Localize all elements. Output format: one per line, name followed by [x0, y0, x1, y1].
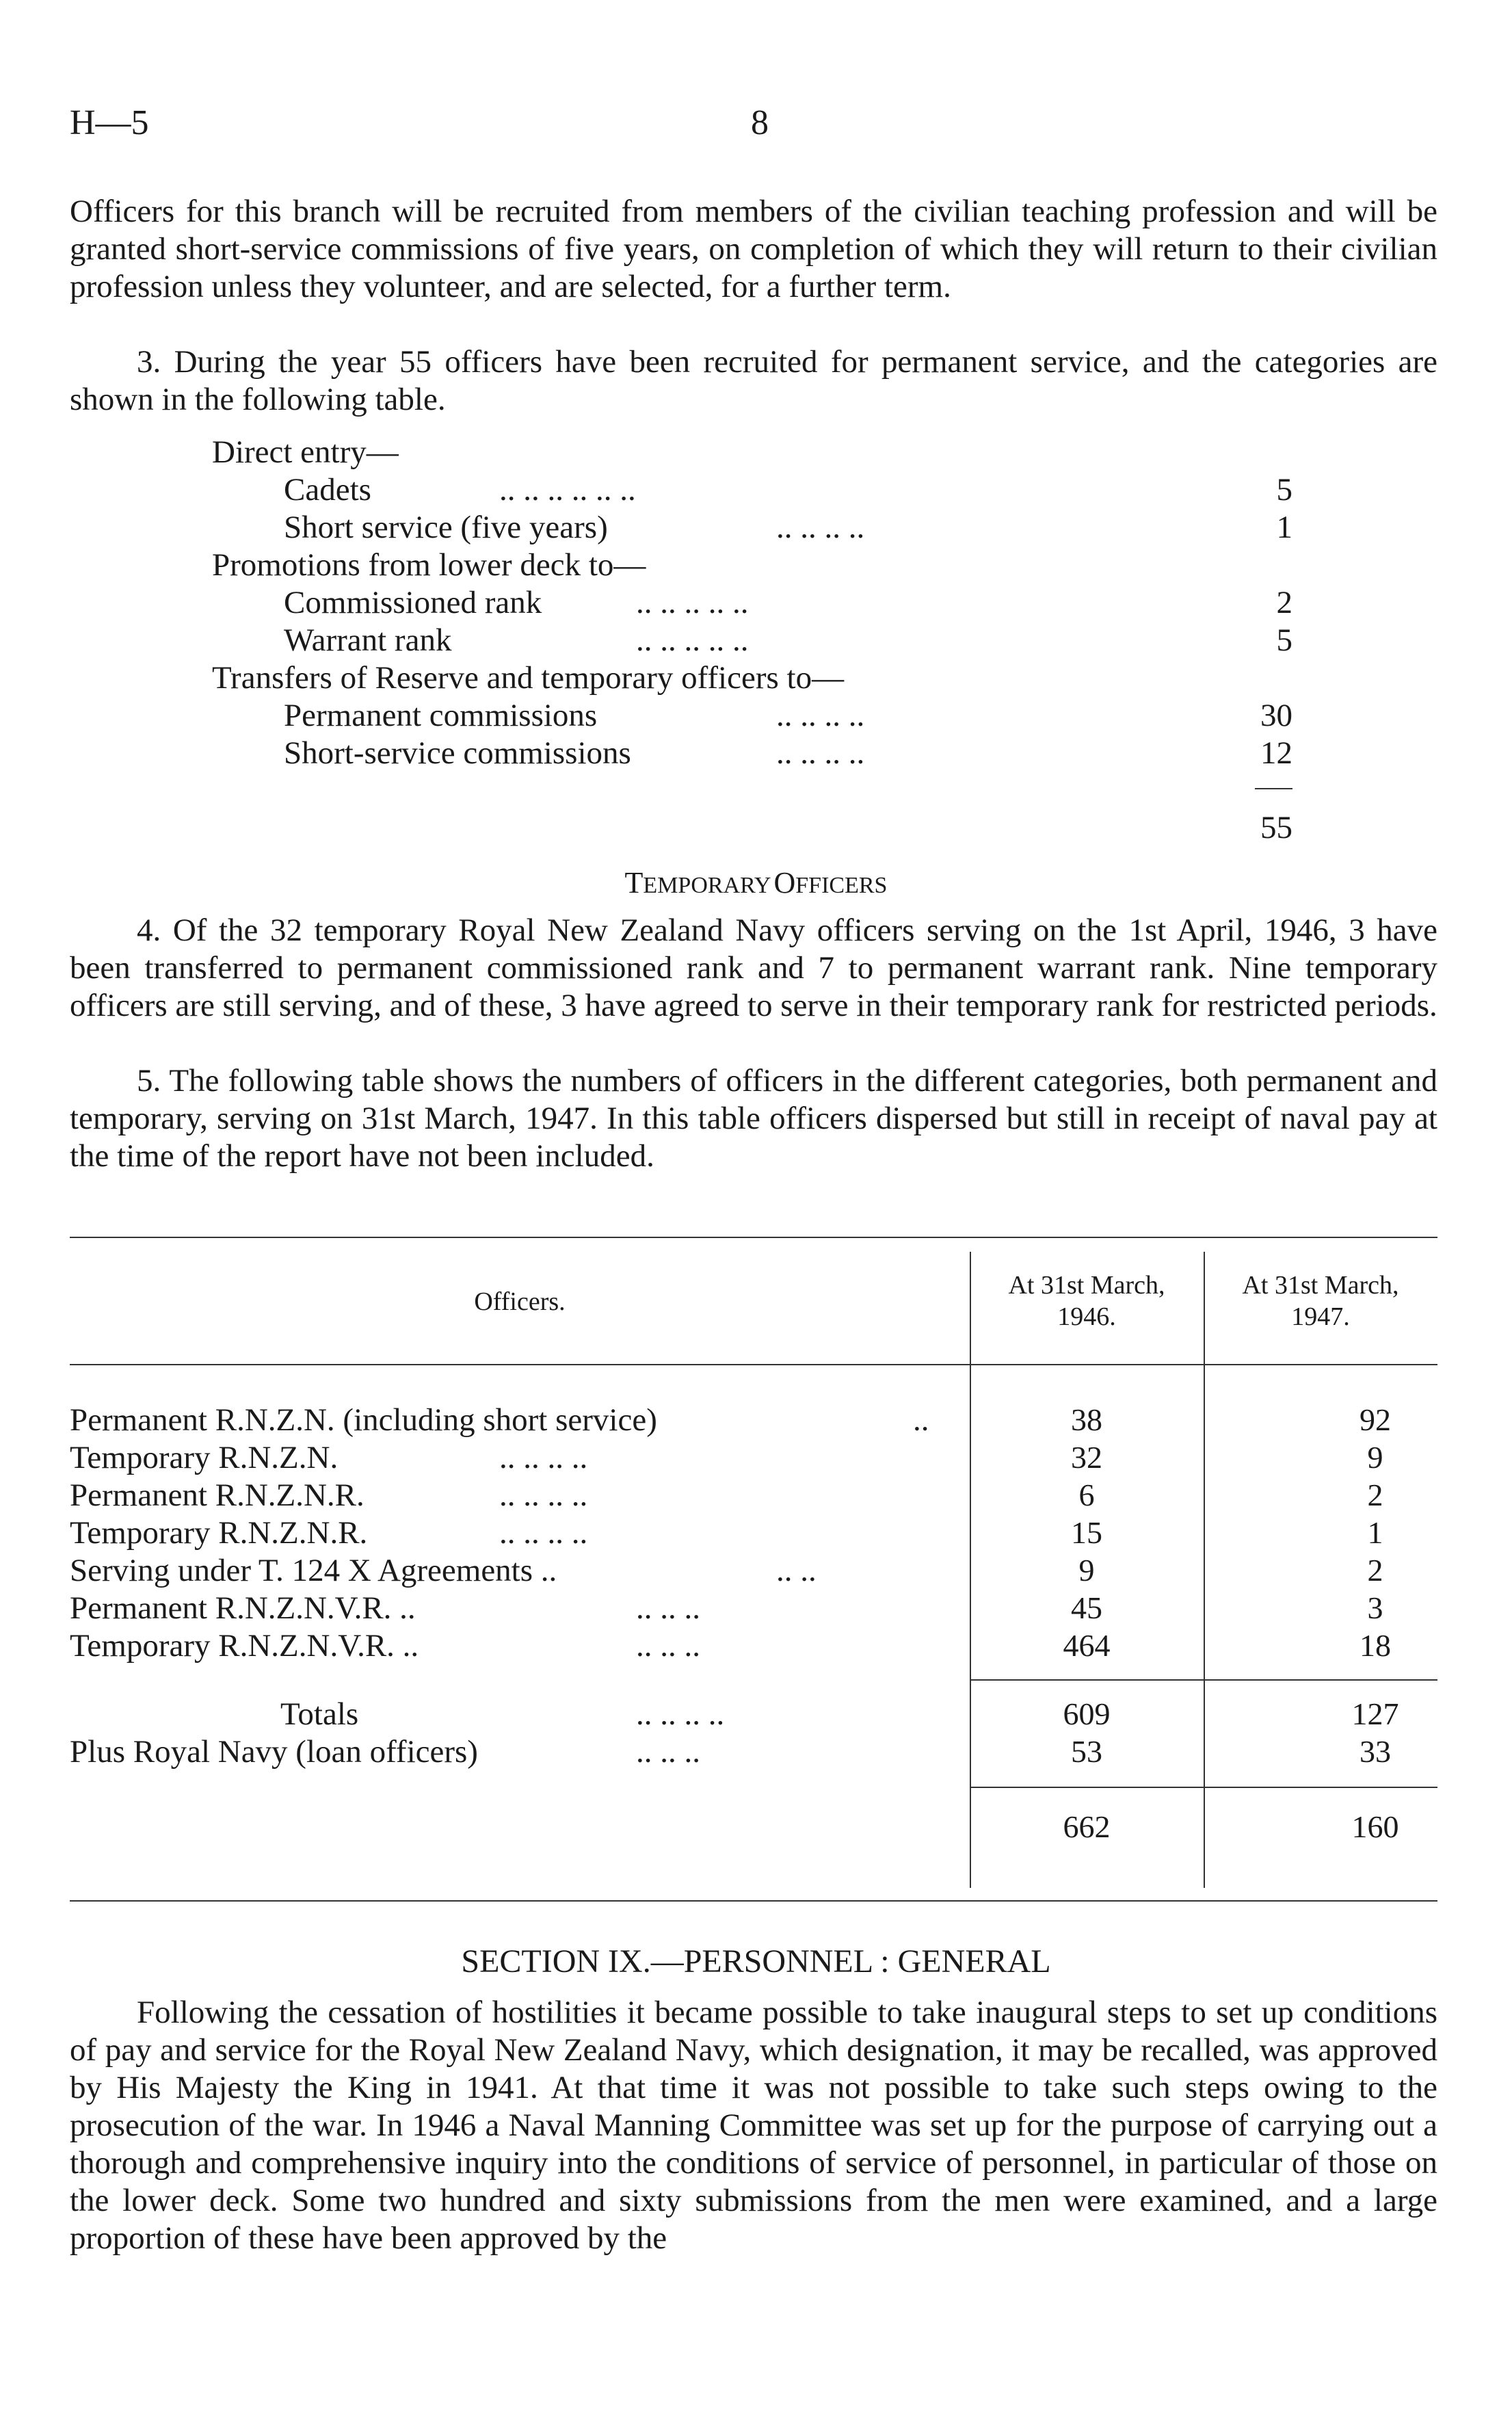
table-bottom-rule — [70, 1900, 1437, 1902]
cell-1946: 662 — [1063, 1809, 1111, 1844]
table-row — [0, 1551, 1512, 1590]
cell-1947: 127 — [1351, 1696, 1399, 1731]
leader-dots: .. .. .. .. — [499, 1515, 588, 1551]
cell-1947: 1 — [1367, 1515, 1383, 1550]
section-paragraph-text: Following the cessation of hostilities it became possible to take inaugural steps to set up conditions of pay and service for the Royal New Zealand Navy, which designation, it may be recalled, was approved by His Majesty the King in 1941. At that time it was not possible to take such steps owing to the prosecution of the war. In 1946 a Naval Manning Committee was set up for the purpose of carrying out a thorough and comprehensive inquiry into the conditions of service of personnel, in particular of those on the lower deck. Some two hundred and sixty submissions from the men were examined, and a large proportion of these have been approved by the — [70, 1995, 1437, 2256]
group-heading-direct-entry: Direct entry— — [212, 434, 399, 470]
row-label: Serving under T. 124 X Agreements .. — [70, 1553, 557, 1588]
row-label: Temporary R.N.Z.N. — [70, 1440, 339, 1475]
leader-dots: .. .. .. — [636, 1590, 700, 1626]
row-label: Temporary R.N.Z.N.R. — [70, 1515, 368, 1551]
intro-paragraph — [70, 193, 1437, 306]
paragraph-5-text: 5. The following table shows the numbers of officers in the different categories, both permanent and temporary, serving on 31st March, 1947. In this table officers dispersed but still in receipt of naval pay at the time of the report have not been included. — [70, 1063, 1437, 1174]
cell-1946: 45 — [1071, 1590, 1102, 1625]
paragraph-5 — [70, 1062, 1437, 1175]
list-item — [0, 583, 1512, 622]
table-top-rule — [70, 1237, 1437, 1238]
list-item — [0, 621, 1512, 659]
paragraph-4-text: 4. Of the 32 temporary Royal New Zealand Navy officers serving on the 1st April, 1946, 3 have been transferred to permanent commissioned rank and 7 to permanent warrant rank. Nine temporary officers are still serving, and of these, 3 have agreed to serve in their temporary rank for restricted periods. — [70, 912, 1437, 1023]
heading-rest: EMPORARY — [643, 873, 771, 898]
table-row — [0, 1589, 1512, 1627]
cell-1946: 53 — [1071, 1734, 1102, 1769]
column-header-line: At 31st March, — [1242, 1271, 1399, 1300]
intro-text: Officers for this branch will be recruited from members of the civilian teaching profession and will be granted short-service commissions of five years, on completion of which they will return to their civilian profession unless they volunteer, and are selected, for a further term. — [70, 194, 1437, 304]
list-item — [0, 508, 1512, 547]
leader-dots: .. .. .. .. — [776, 735, 865, 771]
cell-1947: 2 — [1367, 1477, 1383, 1512]
cell-1946: 15 — [1071, 1515, 1102, 1550]
cell-1947: 92 — [1360, 1402, 1391, 1437]
cell-1946: 609 — [1063, 1696, 1111, 1731]
cell-1947: 18 — [1360, 1628, 1391, 1663]
row-label: Totals — [280, 1696, 359, 1732]
table-row — [0, 1476, 1512, 1514]
cell-1946: 464 — [1063, 1628, 1111, 1663]
table-row — [0, 1401, 1512, 1439]
cell-1946: 32 — [1071, 1440, 1102, 1475]
list-item-value: 2 — [1276, 585, 1292, 620]
row-label: Permanent R.N.Z.N.V.R. .. — [70, 1590, 416, 1626]
leader-dots: .. — [913, 1402, 929, 1438]
grand-total-rule — [970, 1787, 1437, 1788]
table-row — [0, 1438, 1512, 1477]
list-item-value: 12 — [1260, 735, 1292, 771]
column-header-line: 1947. — [1291, 1302, 1350, 1331]
cell-1947: 2 — [1367, 1553, 1383, 1588]
leader-dots: .. .. .. .. — [776, 698, 865, 733]
column-header-officers: Officers. — [474, 1287, 566, 1316]
leader-dots: .. .. .. .. — [499, 1440, 588, 1475]
row-label: Plus Royal Navy (loan officers) — [70, 1734, 478, 1770]
list-item-label: Warrant rank — [284, 622, 452, 658]
leader-dots: .. .. .. .. .. — [636, 622, 749, 658]
list-item-label: Cadets — [284, 472, 371, 508]
subtotal-rule — [970, 1679, 1437, 1681]
paragraph-3-text: 3. During the year 55 officers have been recruited for permanent service, and the categories are shown in the following table. — [70, 344, 1437, 417]
column-header-line: At 31st March, — [1008, 1271, 1165, 1300]
leader-dots: .. .. .. — [636, 1628, 700, 1664]
page-number: 8 — [751, 103, 769, 142]
cell-1947: 160 — [1351, 1809, 1399, 1844]
table-row-totals — [0, 1695, 1512, 1733]
table-row-plus-rn — [0, 1733, 1512, 1771]
list-item-label: Permanent commissions — [284, 698, 598, 733]
cell-1946: 9 — [1078, 1553, 1095, 1588]
list-item-value: 5 — [1276, 472, 1292, 508]
list-item-value: 1 — [1276, 510, 1292, 545]
group-heading-transfers: Transfers of Reserve and temporary officers to— — [212, 660, 845, 696]
cell-1947: 9 — [1367, 1440, 1383, 1475]
table-row-grand-total — [0, 1808, 1512, 1846]
leader-dots: .. .. .. — [636, 1734, 700, 1770]
section-paragraph — [70, 1994, 1437, 2257]
sum-rule — [1255, 788, 1292, 789]
temporary-officers-heading — [0, 865, 1512, 900]
list-item — [0, 696, 1512, 735]
row-label: Permanent R.N.Z.N. (including short service) — [70, 1402, 657, 1438]
cell-1946: 6 — [1078, 1477, 1095, 1512]
list-item-label: Commissioned rank — [284, 585, 542, 620]
heading-rest: FFICERS — [795, 873, 888, 898]
table-row — [0, 1627, 1512, 1665]
list-item-label: Short-service commissions — [284, 735, 631, 771]
list-item-value: 30 — [1260, 698, 1292, 733]
group-heading-promotions: Promotions from lower deck to— — [212, 547, 646, 583]
table-row — [0, 1514, 1512, 1552]
leader-dots: .. .. .. .. .. .. — [499, 472, 636, 508]
table-header-rule — [70, 1364, 1437, 1365]
leader-dots: .. .. .. .. — [776, 510, 865, 545]
page-header-code: H—5 — [70, 103, 149, 142]
leader-dots: .. .. .. .. — [636, 1696, 725, 1732]
column-header-line: 1946. — [1057, 1302, 1116, 1331]
leader-dots: .. .. .. .. — [499, 1477, 588, 1513]
column-header-1946 — [970, 1270, 1204, 1332]
heading-initial: O — [773, 866, 796, 899]
cell-1947: 3 — [1367, 1590, 1383, 1625]
list-item — [0, 471, 1512, 509]
leader-dots: .. .. — [776, 1553, 817, 1588]
leader-dots: .. .. .. .. .. — [636, 585, 749, 620]
paragraph-4 — [70, 912, 1437, 1025]
cell-1946: 38 — [1071, 1402, 1102, 1437]
list-total-value: 55 — [1260, 810, 1292, 845]
heading-initial: T — [624, 866, 644, 899]
paragraph-3 — [70, 343, 1437, 419]
list-item-value: 5 — [1276, 622, 1292, 658]
section-heading: SECTION IX.—PERSONNEL : GENERAL — [461, 1943, 1051, 1980]
list-item-label: Short service (five years) — [284, 510, 608, 545]
column-header-1947 — [1204, 1270, 1437, 1332]
list-total-row — [0, 809, 1512, 847]
row-label: Temporary R.N.Z.N.V.R. .. — [70, 1628, 419, 1664]
cell-1947: 33 — [1360, 1734, 1391, 1769]
list-item — [0, 734, 1512, 772]
row-label: Permanent R.N.Z.N.R. — [70, 1477, 364, 1513]
